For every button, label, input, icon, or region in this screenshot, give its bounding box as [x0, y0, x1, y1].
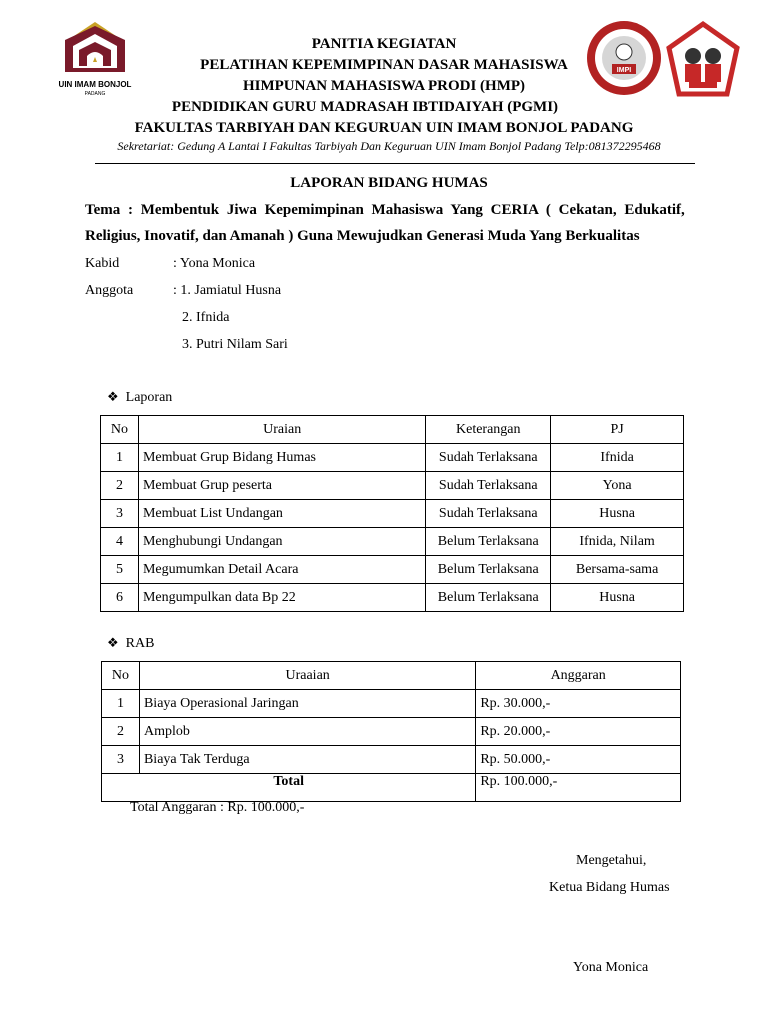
cell-pj: Ifnida, Nilam [551, 528, 684, 556]
header-divider [95, 163, 695, 164]
anggota-item-1: : 1. Jamiatul Husna [173, 283, 282, 298]
cell-uraian: Membuat Grup Bidang Humas [138, 444, 425, 472]
diamond-bullet-icon: ❖ [107, 389, 119, 404]
uin-logo-sub: PADANG [84, 91, 106, 97]
tema-line-2: Religius, Inovatif, dan Amanah ) Guna Mewujudkan Generasi Muda Yang Berkualitas [85, 228, 640, 244]
header-line-2: PELATIHAN KEPEMIMPINAN DASAR MAHASISWA [200, 57, 568, 73]
cell-keterangan: Sudah Terlaksana [426, 472, 551, 500]
table-row [102, 718, 681, 746]
rab-col-no: No [102, 662, 140, 690]
cell-uraian: Membuat List Undangan [138, 500, 425, 528]
table-row [101, 472, 684, 500]
header-line-4: PENDIDIKAN GURU MADRASAH IBTIDAIYAH (PGMI) [171, 99, 559, 115]
diamond-bullet-icon: ❖ [107, 635, 119, 650]
table-row [102, 690, 681, 718]
cell-anggaran: Rp. 20.000,- [476, 718, 681, 746]
cell-keterangan: Sudah Terlaksana [426, 500, 551, 528]
cell-uraian: Biaya Operasional Jaringan [139, 690, 475, 718]
cell-pj: Ifnida [551, 444, 684, 472]
anggota-item-3: 3. Putri Nilam Sari [182, 337, 288, 352]
cell-no: 2 [102, 718, 140, 746]
cell-pj: Husna [551, 584, 684, 612]
cell-anggaran: Rp. 30.000,- [476, 690, 681, 718]
laporan-col-no: No [101, 416, 139, 444]
total-value: Rp. 100.000,- [476, 774, 681, 802]
table-row [101, 500, 684, 528]
header-line-1: PANITIA KEGIATAN [311, 36, 457, 52]
cell-uraian: Menghubungi Undangan [138, 528, 425, 556]
cell-no: 2 [101, 472, 139, 500]
laporan-table [100, 415, 684, 612]
rab-table [101, 661, 681, 802]
laporan-col-uraian: Uraian [138, 416, 425, 444]
secretariat-line: Sekretariat: Gedung A Lantai I Fakultas Tarbiyah Dan Keguruan UIN Imam Bonjol Padang Telp:081372295468 [117, 139, 661, 153]
cell-uraian: Amplob [139, 718, 475, 746]
cell-uraian: Megumumkan Detail Acara [138, 556, 425, 584]
cell-no: 1 [102, 690, 140, 718]
laporan-heading-text: Laporan [125, 390, 173, 405]
header-line-5: FAKULTAS TARBIYAH DAN KEGURUAN UIN IMAM BONJOL PADANG [134, 120, 634, 136]
rab-heading-text: RAB [125, 636, 155, 651]
cell-pj: Husna [551, 500, 684, 528]
cell-no: 1 [101, 444, 139, 472]
anggota-label: Anggota [85, 283, 134, 298]
table-row [101, 528, 684, 556]
table-row [101, 584, 684, 612]
rab-col-uraian: Uraaian [139, 662, 475, 690]
laporan-col-keterangan: Keterangan [426, 416, 551, 444]
cell-uraian: Mengumpulkan data Bp 22 [138, 584, 425, 612]
impi-logo-text: IMPI [616, 67, 632, 74]
laporan-heading [107, 389, 172, 406]
cell-keterangan: Belum Terlaksana [426, 584, 551, 612]
cell-no: 5 [101, 556, 139, 584]
sign-mengetahui: Mengetahui, [576, 853, 647, 868]
cell-pj: Yona [551, 472, 684, 500]
laporan-col-pj: PJ [551, 416, 684, 444]
sign-name: Yona Monica [573, 960, 649, 975]
cell-pj: Bersama-sama [551, 556, 684, 584]
cell-uraian: Membuat Grup peserta [138, 472, 425, 500]
total-anggaran: Total Anggaran : Rp. 100.000,- [130, 800, 305, 815]
cell-keterangan: Sudah Terlaksana [426, 444, 551, 472]
cell-no: 4 [101, 528, 139, 556]
cell-uraian: Biaya Tak Terduga [139, 746, 475, 774]
cell-no: 3 [102, 746, 140, 774]
cell-no: 3 [101, 500, 139, 528]
rab-col-anggaran: Anggaran [476, 662, 681, 690]
tema-line-1: Tema : Membentuk Jiwa Kepemimpinan Mahasiswa Yang CERIA ( Cekatan, Edukatif, [85, 202, 685, 218]
sign-role: Ketua Bidang Humas [549, 880, 670, 895]
rab-heading [107, 635, 154, 652]
table-row [101, 444, 684, 472]
rab-total-row [102, 774, 681, 802]
cell-keterangan: Belum Terlaksana [426, 556, 551, 584]
cell-keterangan: Belum Terlaksana [426, 528, 551, 556]
report-title: LAPORAN BIDANG HUMAS [290, 175, 488, 191]
laporan-header-row [101, 416, 684, 444]
cell-anggaran: Rp. 50.000,- [476, 746, 681, 774]
rab-header-row [102, 662, 681, 690]
header-line-3: HIMPUNAN MAHASISWA PRODI (HMP) [242, 78, 526, 94]
uin-logo-text: UIN IMAM BONJOL [58, 80, 132, 89]
cell-no: 6 [101, 584, 139, 612]
table-row [101, 556, 684, 584]
table-row [102, 746, 681, 774]
kabid-value: : Yona Monica [173, 256, 256, 271]
kabid-label: Kabid [85, 256, 120, 271]
total-label: Total [102, 774, 476, 802]
anggota-item-2: 2. Ifnida [182, 310, 230, 325]
